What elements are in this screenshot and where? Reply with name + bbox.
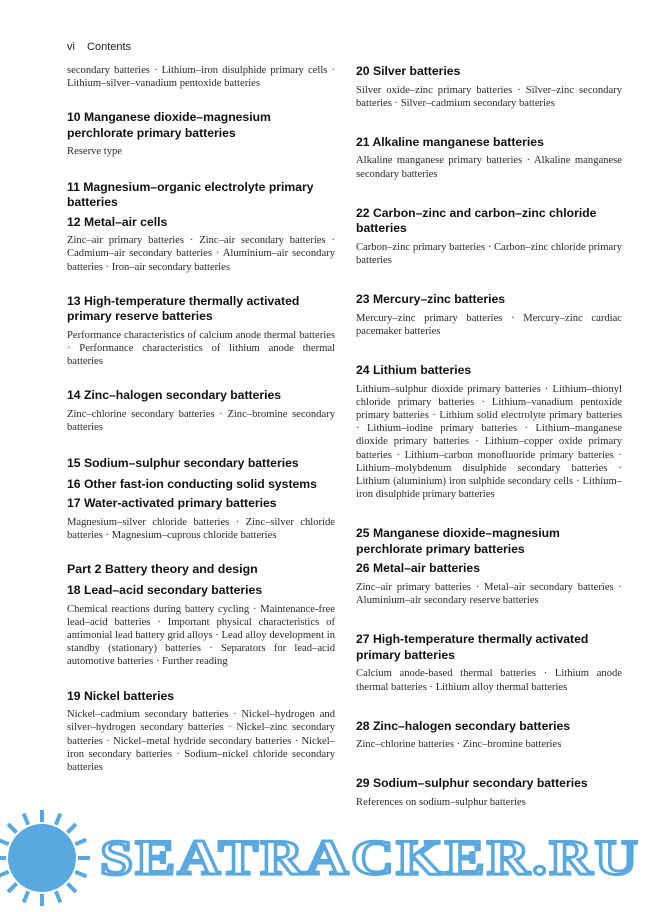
watermark-text: SEATRACKER.RU [100, 829, 640, 885]
toc-entry-ch27 [356, 632, 622, 693]
chapter-sections: Calcium anode-based thermal batteries · Lithium anode thermal batteries · Lithium alloy thermal batteries [356, 668, 622, 693]
chapter-heading[interactable]: 19 Nickel batteries [67, 688, 175, 703]
chapter-sections: Chemical reactions during battery cycling · Maintenance-free lead–acid batteries · Important physical characteristics of antimonial lead battery grid alloys · Lead alloy development in standby (stationary) batteries · Separators for lead–acid automotive batteries · Further reading [67, 603, 335, 668]
chapter-sections: Mercury–zinc primary batteries · Mercury–zinc cardiac pacemaker batteries [356, 312, 622, 337]
chapter-heading[interactable]: 13 High-temperature thermally activated primary reserve batteries [67, 293, 300, 324]
chapter-heading[interactable]: 22 Carbon–zinc and carbon–zinc chloride batteries [356, 205, 597, 236]
chapter-sections: Zinc–chlorine batteries · Zinc–bromine batteries [356, 739, 562, 751]
sun-ray [0, 872, 9, 877]
toc-entry-ch14 [67, 388, 335, 434]
running-head-title: Contents [87, 41, 132, 53]
sun-ray [0, 840, 9, 845]
chapter-sections: Zinc–chlorine secondary batteries · Zinc–bromine secondary batteries [67, 408, 335, 434]
chapter-heading[interactable]: 11 Magnesium–organic electrolyte primary batteries [67, 179, 314, 210]
chapter-sections: Carbon–zinc primary batteries · Carbon–zinc chloride primary batteries [356, 241, 622, 267]
chapter-sections: References on sodium–sulphur batteries [356, 796, 526, 808]
toc-entry-ch15 [67, 456, 335, 472]
chapter-sections: Reserve type [67, 146, 123, 158]
right-column [356, 64, 622, 809]
chapter-sections: Performance characteristics of calcium anode thermal batteries · Performance characteristics of lithium anode thermal batteries [67, 329, 335, 368]
chapter-sections: Silver oxide–zinc primary batteries · Silver–zinc secondary batteries · Silver–cadmium secondary batteries [356, 84, 622, 109]
sun-ray [67, 824, 75, 832]
chapter-heading[interactable]: 20 Silver batteries [356, 64, 461, 78]
chapter-heading[interactable]: 10 Manganese dioxide–magnesium perchlorate primary batteries [67, 110, 271, 140]
chapter-heading[interactable]: 26 Metal–air batteries [356, 561, 480, 576]
toc-entry-ch20 [356, 64, 622, 110]
chapter-heading[interactable]: 18 Lead–acid secondary batteries [67, 583, 263, 598]
toc-entry-ch28 [356, 719, 622, 752]
chapter-heading[interactable]: 12 Metal–air cells [67, 214, 168, 229]
chapter-sections: Lithium–sulphur dioxide primary batteries · Lithium–thionyl chloride primary batteries · Lithium–vanadium pentoxide primary batteries · Lithium solid electrolyte primary batteries · Lithium–iodine primary batteries · Lithium–manganese dioxide primary batteries · Lithium–copper oxide primary batteries · Lithium–carbon monofluoride primary batteries · Lithium–molybdenum disulphide secondary batteries · Lithium (aluminium) iron sulphide secondary cells · Lithium–iron disulphide primary batteries [356, 383, 622, 501]
part-heading: Part 2 Battery theory and design [67, 562, 258, 577]
chapter-heading[interactable]: 27 High-temperature thermally activated primary batteries [356, 632, 589, 662]
chapter-heading[interactable]: 29 Sodium–sulphur secondary batteries [356, 776, 588, 791]
sun-ray [8, 883, 16, 891]
sun-logo-disc [8, 824, 76, 892]
chapter-heading[interactable]: 24 Lithium batteries [356, 363, 472, 378]
sun-ray [24, 891, 29, 902]
toc-entry-ch24 [356, 363, 622, 501]
chapter-heading[interactable]: 23 Mercury–zinc batteries [356, 292, 506, 307]
toc-entry-ch21 [356, 135, 622, 181]
toc-entry-ch12 [67, 215, 335, 274]
sun-ray [75, 840, 86, 845]
chapter-heading[interactable]: 28 Zinc–halogen secondary batteries [356, 718, 571, 733]
toc-entry-ch23 [356, 292, 622, 338]
toc-entry-ch19 [67, 689, 335, 775]
toc-entry-ch16 [67, 477, 335, 493]
chapter-sections: Magnesium–silver chloride batteries · Zinc–silver chloride batteries · Magnesium–cuprous chloride batteries [67, 516, 335, 541]
sun-logo [0, 810, 90, 906]
chapter-sections: Nickel–cadmium secondary batteries · Nickel–hydrogen and silver–hydrogen secondary batteries · Nickel–zinc secondary batteries · Nickel–metal hydride secondary batteries · Nickel–iron secondary batteries · Sodium–nickel chloride secondary batteries [67, 709, 335, 773]
chapter-heading[interactable]: 16 Other fast-ion conducting solid systems [67, 476, 317, 491]
chapter-sections: secondary batteries · Lithium–iron disulphide primary cells · Lithium–silver–vanadium pentoxide batteries [67, 65, 335, 90]
chapter-heading[interactable]: 14 Zinc–halogen secondary batteries [67, 388, 282, 403]
chapter-heading[interactable]: 17 Water-activated primary batteries [67, 496, 277, 511]
sun-ray [24, 814, 29, 825]
toc-entry-ch18 [67, 583, 335, 669]
running-head [67, 41, 131, 53]
chapter-sections: Alkaline manganese primary batteries · Alkaline manganese secondary batteries [356, 155, 622, 180]
sun-ray [75, 872, 86, 877]
toc-entry-cont9 [67, 64, 335, 90]
chapter-heading[interactable]: 25 Manganese dioxide–magnesium perchlorate primary batteries [356, 526, 560, 556]
toc-entry-ch29 [356, 776, 622, 809]
chapter-heading[interactable]: 21 Alkaline manganese batteries [356, 134, 544, 149]
chapter-heading[interactable]: 15 Sodium–sulphur secondary batteries [67, 456, 299, 471]
page-number: vi [67, 41, 75, 53]
toc-entry-ch13 [67, 294, 335, 369]
toc-entry-ch10 [67, 110, 335, 158]
toc-entry-ch26 [356, 561, 622, 607]
toc-entry-ch22 [356, 206, 622, 267]
sun-ray [8, 824, 16, 832]
left-column [67, 64, 335, 774]
chapter-sections: Zinc–air primary batteries · Metal–air secondary batteries · Aluminium–air secondary reserve batteries [356, 581, 622, 607]
toc-entry-ch25 [356, 526, 622, 557]
chapter-sections: Zinc–air primary batteries · Zinc–air secondary batteries · Cadmium–air secondary batteries · Aluminium–air secondary batteries · Iron–air secondary batteries [67, 235, 335, 273]
toc-entry-ch17 [67, 496, 335, 542]
sun-ray [56, 891, 61, 902]
toc-entry-part2 [67, 562, 335, 577]
watermark [0, 810, 651, 912]
sun-ray [56, 814, 61, 825]
toc-entry-ch11 [67, 180, 335, 211]
sun-ray [67, 883, 75, 891]
